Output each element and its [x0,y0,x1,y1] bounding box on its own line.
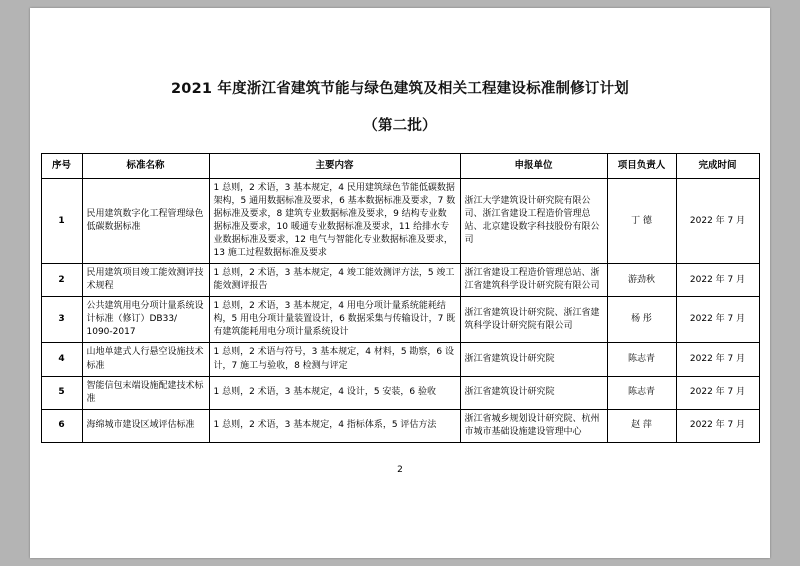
standards-plan-table [41,153,760,443]
cell-applicant-unit: 浙江省城乡规划设计研究院、杭州市城市基础设施建设管理中心 [460,409,607,442]
cell-main-content: 1 总则，2 术语，3 基本规定，4 竣工能效测评方法，5 竣工能效测评报告 [209,264,460,297]
cell-completion-time: 2022 年 7 月 [676,409,759,442]
page-number: 2 [397,464,403,475]
table-header-row [41,154,759,179]
cell-main-content: 1 总则，2 术语，3 基本规定，4 设计，5 安装，6 验收 [209,376,460,409]
cell-main-content: 1 总则，2 术语，3 基本规定，4 用电分项计量系统能耗结构，5 用电分项计量装置设计，6 数据采集与传输设计，7 既有建筑能耗用电分项计量系统设计 [209,297,460,343]
page-subtitle: （第二批） [363,118,437,135]
column-header-completion-time: 完成时间 [676,154,759,179]
cell-standard-name: 智能信包末端设施配建技术标准 [82,376,209,409]
cell-completion-time: 2022 年 7 月 [676,297,759,343]
cell-standard-name: 民用建筑项目竣工能效测评技术规程 [82,264,209,297]
column-header-project-leader: 项目负责人 [607,154,676,179]
cell-applicant-unit: 浙江省建设工程造价管理总站、浙江省建筑科学设计研究院有限公司 [460,264,607,297]
page-title: 2021 年度浙江省建筑节能与绿色建筑及相关工程建设标准制修订计划 [170,81,629,97]
cell-main-content: 1 总则，2 术语，3 基本规定，4 指标体系，5 评估方法 [209,409,460,442]
column-header-index: 序号 [41,154,82,179]
cell-index: 3 [41,297,82,343]
table-row [41,264,759,297]
cell-completion-time: 2022 年 7 月 [676,376,759,409]
table-row [41,178,759,263]
cell-project-leader: 陈志青 [607,376,676,409]
cell-index: 1 [41,178,82,263]
cell-standard-name: 山地单建式人行悬空设施技术标准 [82,343,209,376]
cell-index: 6 [41,409,82,442]
cell-project-leader: 游劲秋 [607,264,676,297]
cell-index: 5 [41,376,82,409]
cell-standard-name: 海绵城市建设区域评估标准 [82,409,209,442]
column-header-main-content: 主要内容 [209,154,460,179]
cell-standard-name: 民用建筑数字化工程管理绿色低碳数据标准 [82,178,209,263]
cell-completion-time: 2022 年 7 月 [676,343,759,376]
cell-completion-time: 2022 年 7 月 [676,178,759,263]
column-header-applicant-unit: 申报单位 [460,154,607,179]
table-row [41,409,759,442]
cell-applicant-unit: 浙江省建筑设计研究院 [460,376,607,409]
cell-applicant-unit: 浙江大学建筑设计研究院有限公司、浙江省建设工程造价管理总站、北京建设数字科技股份有限公司 [460,178,607,263]
cell-standard-name: 公共建筑用电分项计量系统设计标准（修订）DB33/ 1090-2017 [82,297,209,343]
column-header-standard-name: 标准名称 [82,154,209,179]
cell-project-leader: 丁 德 [607,178,676,263]
cell-project-leader: 杨 彤 [607,297,676,343]
cell-index: 2 [41,264,82,297]
table-row [41,376,759,409]
cell-index: 4 [41,343,82,376]
cell-applicant-unit: 浙江省建筑设计研究院 [460,343,607,376]
cell-project-leader: 赵 萍 [607,409,676,442]
cell-main-content: 1 总则，2 术语，3 基本规定，4 民用建筑绿色节能低碳数据架构，5 通用数据标准及要求，6 基本数据标准及要求，7 数据标准及要求，8 建筑专业数据标准及要求，9 结构专业数据标准及要求，10 暖通专业数据标准及要求，11 给排水专业数据标准及要求，12 电气与智能化专业数据标准及要求，13 施工过程数据标准及要求 [209,178,460,263]
document-page [30,8,770,558]
cell-main-content: 1 总则，2 术语与符号，3 基本规定，4 材料，5 勘察，6 设计，7 施工与验收，8 检测与评定 [209,343,460,376]
table-row [41,297,759,343]
table-row [41,343,759,376]
cell-applicant-unit: 浙江省建筑设计研究院、浙江省建筑科学设计研究院有限公司 [460,297,607,343]
cell-project-leader: 陈志青 [607,343,676,376]
cell-completion-time: 2022 年 7 月 [676,264,759,297]
